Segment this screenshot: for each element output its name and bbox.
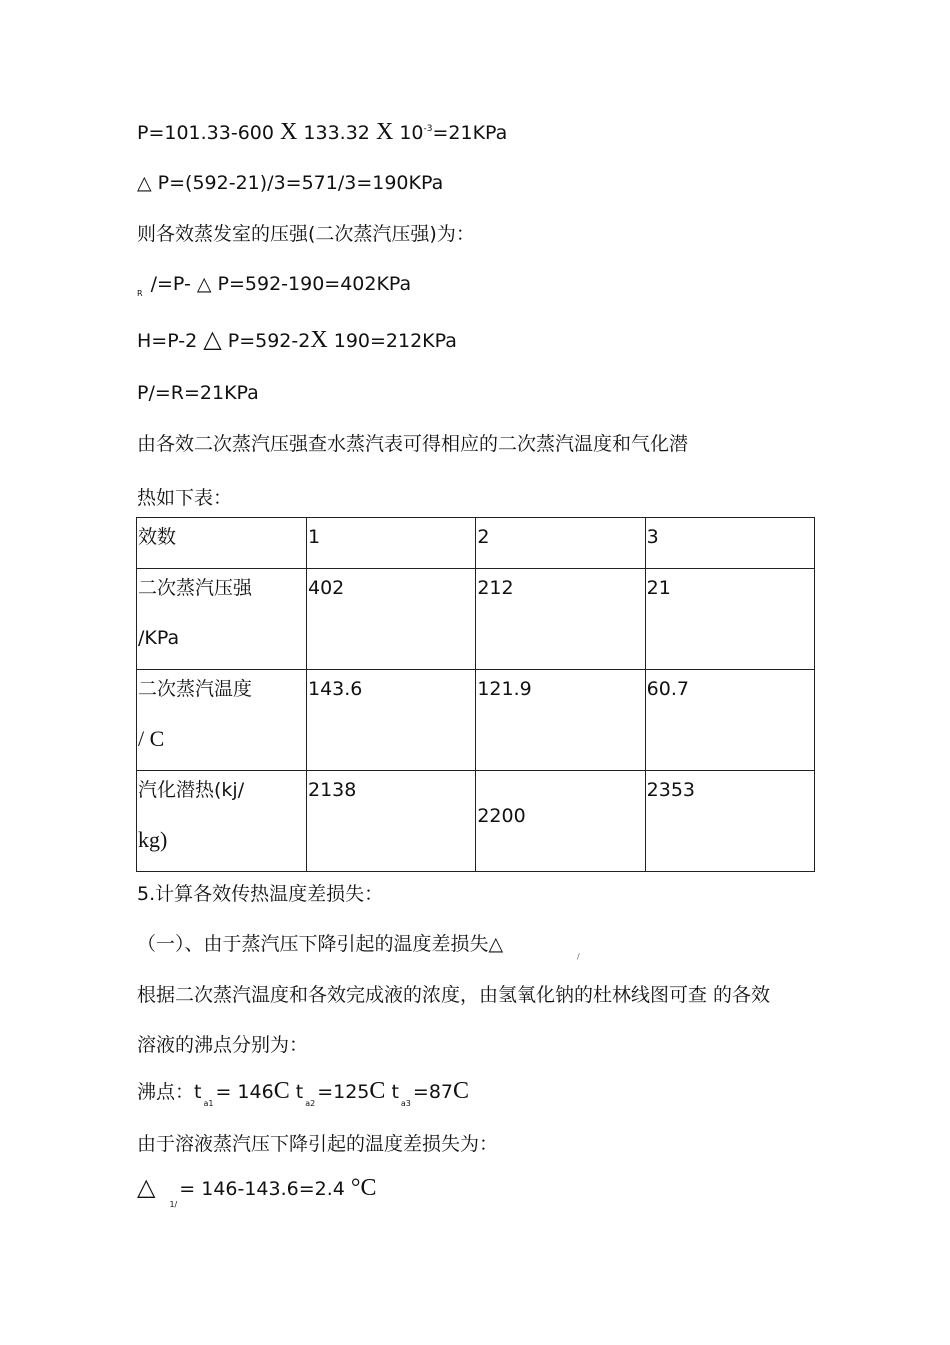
paragraph-lookup: 由各效二次蒸汽压强查水蒸汽表可得相应的二次蒸汽温度和气化潜 [137, 433, 689, 455]
table-cell: 143.6 [307, 670, 476, 771]
table-cell: 2 [476, 518, 645, 569]
table-cell: 二次蒸汽温度 / C [137, 670, 307, 771]
section-heading-5: 5.计算各效传热温度差损失： [137, 883, 384, 905]
exponent: -3 [423, 124, 433, 134]
table-cell: 3 [645, 518, 814, 569]
equation-boiling-points: 沸点：$t_{a1}= 146C$ $t_{a2}=125C$ $t_{a3}=87C$ [137, 1078, 470, 1108]
table-cell: 212 [476, 569, 645, 670]
triangle-icon: △ [196, 273, 212, 295]
paragraph-duhring: 根据二次蒸汽温度和各效完成液的浓度，由氢氧化钠的杜林线图可查 的各效 [137, 984, 771, 1006]
multiply-sign: X [375, 119, 394, 145]
triangle-icon: △ [203, 327, 222, 353]
table-row [137, 771, 815, 872]
triangle-icon: △ [137, 1175, 156, 1201]
table-cell: 1 [307, 518, 476, 569]
paragraph-table-intro: 热如下表： [137, 487, 233, 509]
multiply-sign: X [280, 119, 298, 145]
equation-p-total: P=101.33-600 X 133.32 X $10^{-3}=21KPa$ [137, 119, 508, 145]
table-cell: 汽化潜热(kj/ kg) [137, 771, 307, 872]
stray-mark: / [577, 952, 580, 961]
equation-delta-p: △ P=(592-21)/3=571/3=190KPa [137, 172, 444, 194]
table-row [137, 670, 815, 771]
subscript: R [137, 289, 143, 298]
table-header-row [137, 518, 815, 569]
equation-delta-1: $\triangle_{1/}= 146-143.6=2.4$ °C [137, 1175, 377, 1209]
triangle-icon: △ [137, 172, 152, 194]
table-cell: 60.7 [645, 670, 814, 771]
equation-p1: $_R$ /=P- △ P=592-190=402KPa [137, 273, 412, 298]
steam-properties-table [136, 517, 815, 872]
paragraph-boiling-intro: 溶液的沸点分别为： [137, 1034, 309, 1056]
subsection-heading-1: （一）、由于蒸汽压下降引起的温度差损失△ [137, 933, 504, 955]
paragraph-pressure-intro: 则各效蒸发室的压强(二次蒸汽压强)为： [137, 223, 475, 245]
multiply-sign: X [310, 327, 328, 353]
equation-p3: P/=R=21KPa [137, 382, 259, 404]
table-cell: 2138 [307, 771, 476, 872]
table-cell: 2200 [476, 771, 645, 872]
equation-p2: H=P-2 △ P=592-2X 190=212KPa [137, 327, 457, 353]
table-cell: 21 [645, 569, 814, 670]
table-cell: 效数 [137, 518, 307, 569]
table-row [137, 569, 815, 670]
table-cell: 2353 [645, 771, 814, 872]
table-cell: 121.9 [476, 670, 645, 771]
table-cell: 402 [307, 569, 476, 670]
paragraph-loss-intro: 由于溶液蒸汽压下降引起的温度差损失为： [137, 1133, 499, 1155]
table-cell: 二次蒸汽压强 /KPa [137, 569, 307, 670]
